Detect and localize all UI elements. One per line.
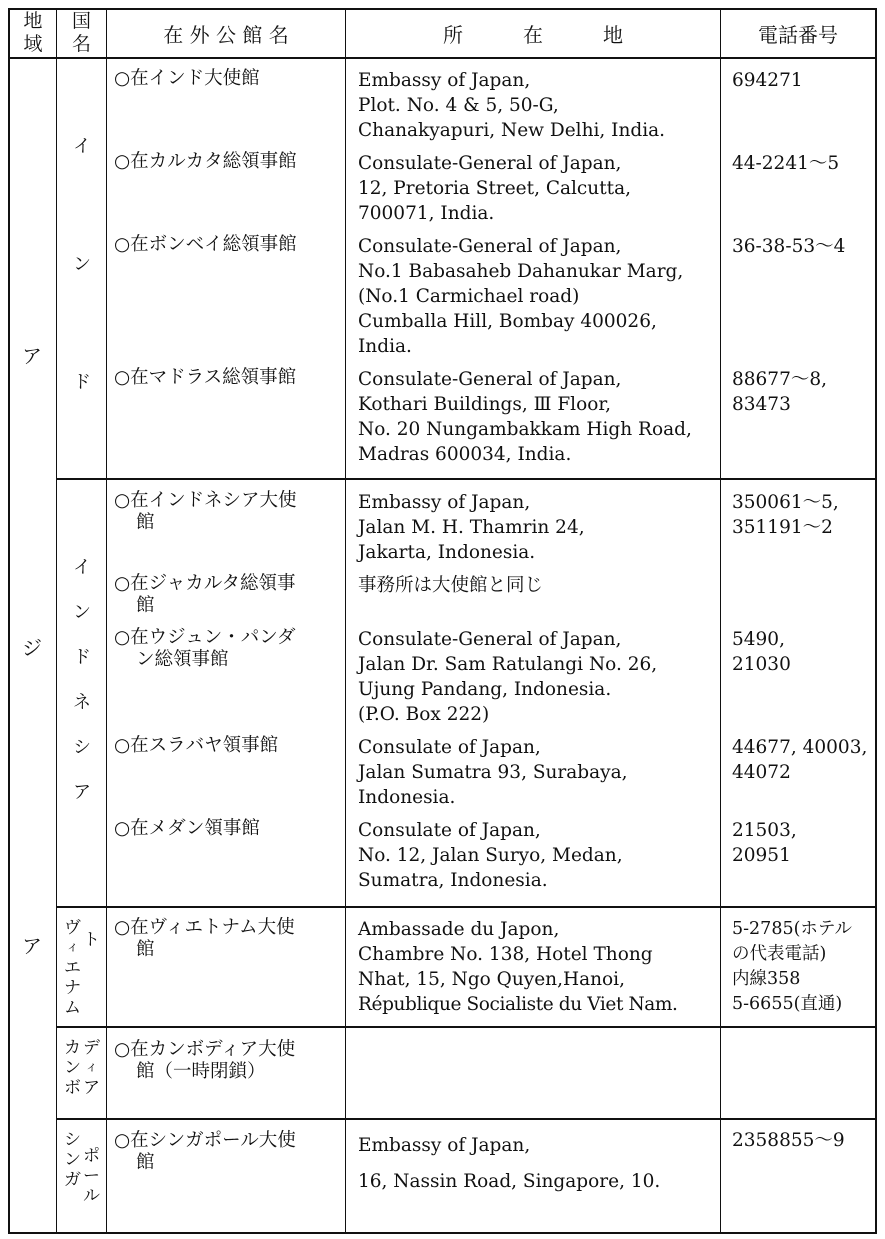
region-char: ア (22, 934, 42, 958)
mission-phone: 36-38-53～4 (732, 236, 846, 257)
mission-name: ○在カンボディア大使 館（一時閉鎖） (114, 1039, 296, 1082)
header-region (10, 10, 56, 56)
mission-phone: 350061～5, 351191～2 (732, 492, 839, 538)
header-region-char-2: 域 (23, 33, 43, 55)
region-char: ジ (22, 636, 42, 660)
country-char: ン (73, 254, 91, 275)
country-char: イ (73, 136, 91, 157)
mission-address: Ambassade du Japon, Chambre No. 138, Hotel Thong Nhat, 15, Ngo Quyen,Hanoi, République Socialiste du Viet Nam. (358, 919, 678, 1015)
header-bottom-rule (8, 57, 877, 59)
mission-phone: 5490, 21030 (732, 629, 791, 675)
country-column-rule (106, 8, 107, 1234)
vietnam-group-separator (56, 1026, 877, 1028)
mission-name: ○在メダン領事館 (114, 818, 260, 839)
mission-phone: 2358855～9 (732, 1130, 845, 1151)
header-country-char-1: 国 (71, 10, 91, 32)
country-col: ト (83, 930, 100, 950)
mission-address: Embassy of Japan, Plot. No. 4 & 5, 50-G, Chanakyapuri, New Delhi, India. (358, 70, 666, 141)
mission-phone: 694271 (732, 70, 803, 91)
header-mission-name: 在 外 公 館 名 (163, 22, 289, 47)
mission-address: 事務所は大使館と同じ (358, 575, 544, 596)
mission-column-rule (345, 8, 346, 1234)
header-country-char-2: 名 (71, 33, 91, 55)
mission-name: ○在マドラス総領事館 (114, 367, 297, 388)
mission-name: ○在カルカタ総領事館 (114, 151, 297, 172)
mission-name: ○在ジャカルタ総領事 館 (114, 573, 296, 616)
country-cambodia (58, 1038, 106, 1098)
region-column-rule (56, 8, 57, 1234)
country-india (58, 132, 106, 394)
country-char: ネ (73, 692, 91, 713)
mission-name: ○在インドネシア大使 館 (114, 490, 297, 533)
mission-name: ○在ボンベイ総領事館 (114, 234, 297, 255)
mission-address: Consulate of Japan, Jalan Sumatra 93, Surabaya, Indonesia. (358, 737, 628, 808)
country-vietnam (58, 918, 106, 1018)
mission-address: Consulate-General of Japan, 12, Pretoria Street, Calcutta, 700071, India. (358, 153, 631, 224)
mission-address: Embassy of Japan, 16, Nassin Road, Singapore, 10. (358, 1135, 661, 1192)
table-right-border (875, 8, 877, 1234)
mission-name: ○在シンガポール大使 館 (114, 1130, 296, 1173)
country-indonesia (58, 553, 106, 804)
country-char: イ (73, 557, 91, 578)
mission-phone: 44677, 40003, 44072 (732, 737, 868, 783)
table-bottom-border (8, 1232, 877, 1234)
country-char: ア (73, 782, 91, 803)
country-char: ド (73, 372, 91, 393)
mission-phone: 5-2785(ホテル の代表電話) 内線358 5-6655(直通) (732, 919, 853, 1014)
header-region-char-1: 地 (23, 10, 43, 32)
mission-phone: 88677～8, 83473 (732, 369, 828, 415)
country-col: ポ ー ル (83, 1146, 100, 1206)
mission-phone: 21503, 20951 (732, 820, 797, 866)
country-singapore (58, 1130, 106, 1206)
table-left-border (8, 8, 10, 1234)
country-col: ヴ ィ エ ナ ム (64, 918, 81, 1018)
mission-address: Consulate-General of Japan, Jalan Dr. Sam Ratulangi No. 26, Ujung Pandang, Indonesia. (P.O. Box 222) (358, 629, 658, 725)
mission-address: Embassy of Japan, Jalan M. H. Thamrin 24, Jakarta, Indonesia. (358, 492, 585, 563)
cambodia-group-separator (56, 1118, 877, 1120)
india-group-separator (56, 478, 877, 480)
country-col: シ ン ガ (64, 1130, 81, 1190)
mission-address: Consulate-General of Japan, Kothari Buildings, Ⅲ Floor, No. 20 Nungambakkam High Road, Madras 600034, India. (358, 369, 692, 465)
header-phone: 電話番号 (758, 22, 838, 47)
header-location: 所 在 地 (443, 22, 623, 47)
mission-name: ○在インド大使館 (114, 68, 260, 89)
mission-name: ○在ヴィエトナム大使 館 (114, 917, 295, 960)
country-char: ン (73, 602, 91, 623)
country-char: シ (73, 737, 91, 758)
mission-address: Consulate-General of Japan, No.1 Babasaheb Dahanukar Marg, (No.1 Carmichael road) Cumballa Hill, Bombay 400026, India. (358, 236, 684, 357)
mission-address: Consulate of Japan, No. 12, Jalan Suryo, Medan, Sumatra, Indonesia. (358, 820, 623, 891)
header-country (57, 10, 106, 56)
mission-name: ○在ウジュン・パンダ ン総領事館 (114, 627, 296, 670)
country-col: カ ン ボ (64, 1038, 81, 1098)
country-col: デ ィ ア (83, 1038, 100, 1098)
mission-name: ○在スラバヤ領事館 (114, 735, 279, 756)
region-char: ア (22, 344, 42, 368)
country-char: ド (73, 647, 91, 668)
location-column-rule (720, 8, 721, 1234)
mission-phone: 44-2241～5 (732, 153, 840, 174)
indonesia-group-separator (56, 906, 877, 908)
